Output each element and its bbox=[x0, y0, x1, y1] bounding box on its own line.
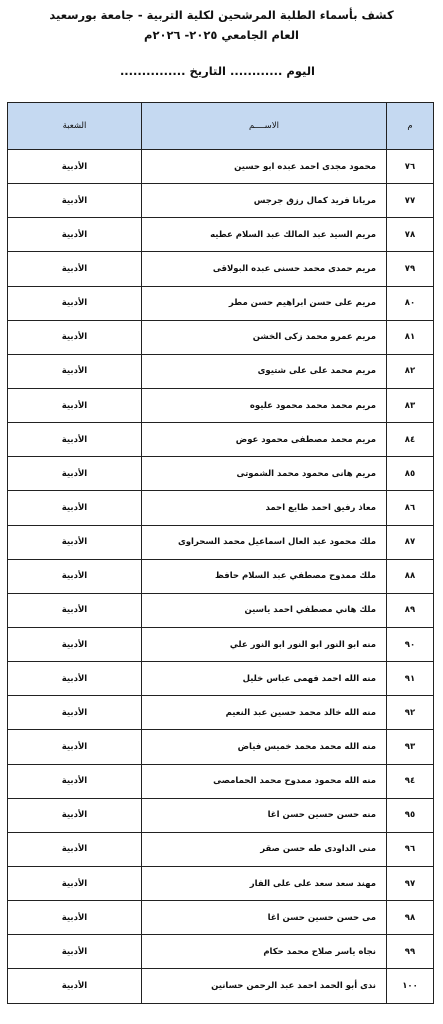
row-number: ١٠٠ bbox=[387, 969, 434, 1003]
table-row bbox=[8, 593, 434, 627]
division-cell: الأدبية bbox=[8, 150, 142, 184]
student-name: معاذ رفيق احمد طايع احمد bbox=[142, 491, 387, 525]
table-row bbox=[8, 491, 434, 525]
division-cell: الأدبية bbox=[8, 730, 142, 764]
day-date-line: اليوم ............ التاريخ ............... bbox=[119, 64, 315, 78]
table-row bbox=[8, 559, 434, 593]
division-cell: الأدبية bbox=[8, 184, 142, 218]
table-row bbox=[8, 627, 434, 661]
row-number: ٨٦ bbox=[387, 491, 434, 525]
table-row bbox=[8, 969, 434, 1003]
division-cell: الأدبية bbox=[8, 218, 142, 252]
table-row bbox=[8, 832, 434, 866]
student-name: مريم محمد على على شتيوى bbox=[142, 354, 387, 388]
row-number: ٨١ bbox=[387, 320, 434, 354]
row-number: ٩٣ bbox=[387, 730, 434, 764]
column-header-name: الاســــم bbox=[142, 103, 387, 150]
row-number: ٩٧ bbox=[387, 866, 434, 900]
table-row bbox=[8, 901, 434, 935]
table-row bbox=[8, 286, 434, 320]
academic-year: العام الجامعي ٢٠٢٥- ٢٠٢٦م bbox=[144, 28, 299, 42]
row-number: ٨٥ bbox=[387, 457, 434, 491]
row-number: ٧٩ bbox=[387, 252, 434, 286]
division-cell: الأدبية bbox=[8, 593, 142, 627]
division-cell: الأدبية bbox=[8, 491, 142, 525]
division-cell: الأدبية bbox=[8, 388, 142, 422]
row-number: ٩١ bbox=[387, 662, 434, 696]
student-name: ملك محمود عبد العال اسماعيل محمد السحراوى bbox=[142, 525, 387, 559]
division-cell: الأدبية bbox=[8, 525, 142, 559]
student-name: منه الله خالد محمد حسين عبد النعيم bbox=[142, 696, 387, 730]
table-row bbox=[8, 935, 434, 969]
row-number: ٨٧ bbox=[387, 525, 434, 559]
division-cell: الأدبية bbox=[8, 696, 142, 730]
row-number: ٧٦ bbox=[387, 150, 434, 184]
student-name: مريم محمد محمد محمود عليوه bbox=[142, 388, 387, 422]
student-name: مريانا فريد كمال رزق جرجس bbox=[142, 184, 387, 218]
student-name: منه حسن حسين حسن اغا bbox=[142, 798, 387, 832]
table-row bbox=[8, 150, 434, 184]
student-name: مريم السيد عبد المالك عبد السلام عطيه bbox=[142, 218, 387, 252]
division-cell: الأدبية bbox=[8, 662, 142, 696]
table-row bbox=[8, 866, 434, 900]
student-name: مهند سعد سعد على على الفار bbox=[142, 866, 387, 900]
student-name: مريم على حسن ابراهيم حسن مطر bbox=[142, 286, 387, 320]
table-row bbox=[8, 320, 434, 354]
column-header-number: م bbox=[387, 103, 434, 150]
table-row bbox=[8, 525, 434, 559]
student-name: محمود مجدى احمد عبده ابو حسين bbox=[142, 150, 387, 184]
row-number: ٩٢ bbox=[387, 696, 434, 730]
student-name: منه الله محمد محمد خميس فياض bbox=[142, 730, 387, 764]
table-header-row bbox=[8, 103, 434, 150]
student-name: منه الله محمود ممدوح محمد الحمامصى bbox=[142, 764, 387, 798]
table-row bbox=[8, 252, 434, 286]
row-number: ٩٨ bbox=[387, 901, 434, 935]
division-cell: الأدبية bbox=[8, 935, 142, 969]
division-cell: الأدبية bbox=[8, 252, 142, 286]
row-number: ٩٠ bbox=[387, 627, 434, 661]
students-table bbox=[7, 102, 434, 1004]
row-number: ٧٨ bbox=[387, 218, 434, 252]
division-cell: الأدبية bbox=[8, 866, 142, 900]
row-number: ٨٨ bbox=[387, 559, 434, 593]
row-number: ٧٧ bbox=[387, 184, 434, 218]
table-row bbox=[8, 798, 434, 832]
division-cell: الأدبية bbox=[8, 969, 142, 1003]
table-row bbox=[8, 184, 434, 218]
table-row bbox=[8, 764, 434, 798]
row-number: ٩٩ bbox=[387, 935, 434, 969]
student-name: منه ابو النور ابو النور ابو النور علي bbox=[142, 627, 387, 661]
row-number: ٩٦ bbox=[387, 832, 434, 866]
row-number: ٨٠ bbox=[387, 286, 434, 320]
division-cell: الأدبية bbox=[8, 423, 142, 457]
table-row bbox=[8, 354, 434, 388]
student-name: ندى أبو الحمد احمد عبد الرحمن حسانين bbox=[142, 969, 387, 1003]
row-number: ٨٤ bbox=[387, 423, 434, 457]
table-row bbox=[8, 696, 434, 730]
student-name: نجاه ياسر صلاح محمد حكام bbox=[142, 935, 387, 969]
division-cell: الأدبية bbox=[8, 286, 142, 320]
division-cell: الأدبية bbox=[8, 457, 142, 491]
division-cell: الأدبية bbox=[8, 320, 142, 354]
division-cell: الأدبية bbox=[8, 354, 142, 388]
student-name: ملك ممدوح مصطفي عبد السلام حافظ bbox=[142, 559, 387, 593]
student-name: منه الله احمد فهمى عباس خليل bbox=[142, 662, 387, 696]
row-number: ٩٤ bbox=[387, 764, 434, 798]
row-number: ٨٢ bbox=[387, 354, 434, 388]
table-row bbox=[8, 423, 434, 457]
student-name: ملك هاني مصطفي احمد ياسين bbox=[142, 593, 387, 627]
student-name: مريم محمد مصطفى محمود عوض bbox=[142, 423, 387, 457]
table-row bbox=[8, 662, 434, 696]
division-cell: الأدبية bbox=[8, 627, 142, 661]
table-row bbox=[8, 218, 434, 252]
row-number: ٨٣ bbox=[387, 388, 434, 422]
column-header-division: الشعبة bbox=[8, 103, 142, 150]
document-title: كشف بأسماء الطلبة المرشحين لكلية التربية - جامعة بورسعيد bbox=[49, 8, 394, 22]
table-row bbox=[8, 457, 434, 491]
student-name: مريم عمرو محمد زكى الخشن bbox=[142, 320, 387, 354]
row-number: ٨٩ bbox=[387, 593, 434, 627]
student-name: مى حسن حسين حسن اغا bbox=[142, 901, 387, 935]
division-cell: الأدبية bbox=[8, 901, 142, 935]
student-name: منى الداودى طه حسن صقر bbox=[142, 832, 387, 866]
student-name: مريم حمدى محمد حسنى عبده البولاقى bbox=[142, 252, 387, 286]
table-row bbox=[8, 730, 434, 764]
division-cell: الأدبية bbox=[8, 798, 142, 832]
table-row bbox=[8, 388, 434, 422]
division-cell: الأدبية bbox=[8, 764, 142, 798]
division-cell: الأدبية bbox=[8, 832, 142, 866]
row-number: ٩٥ bbox=[387, 798, 434, 832]
division-cell: الأدبية bbox=[8, 559, 142, 593]
student-name: مريم هانى محمود محمد الشموتى bbox=[142, 457, 387, 491]
